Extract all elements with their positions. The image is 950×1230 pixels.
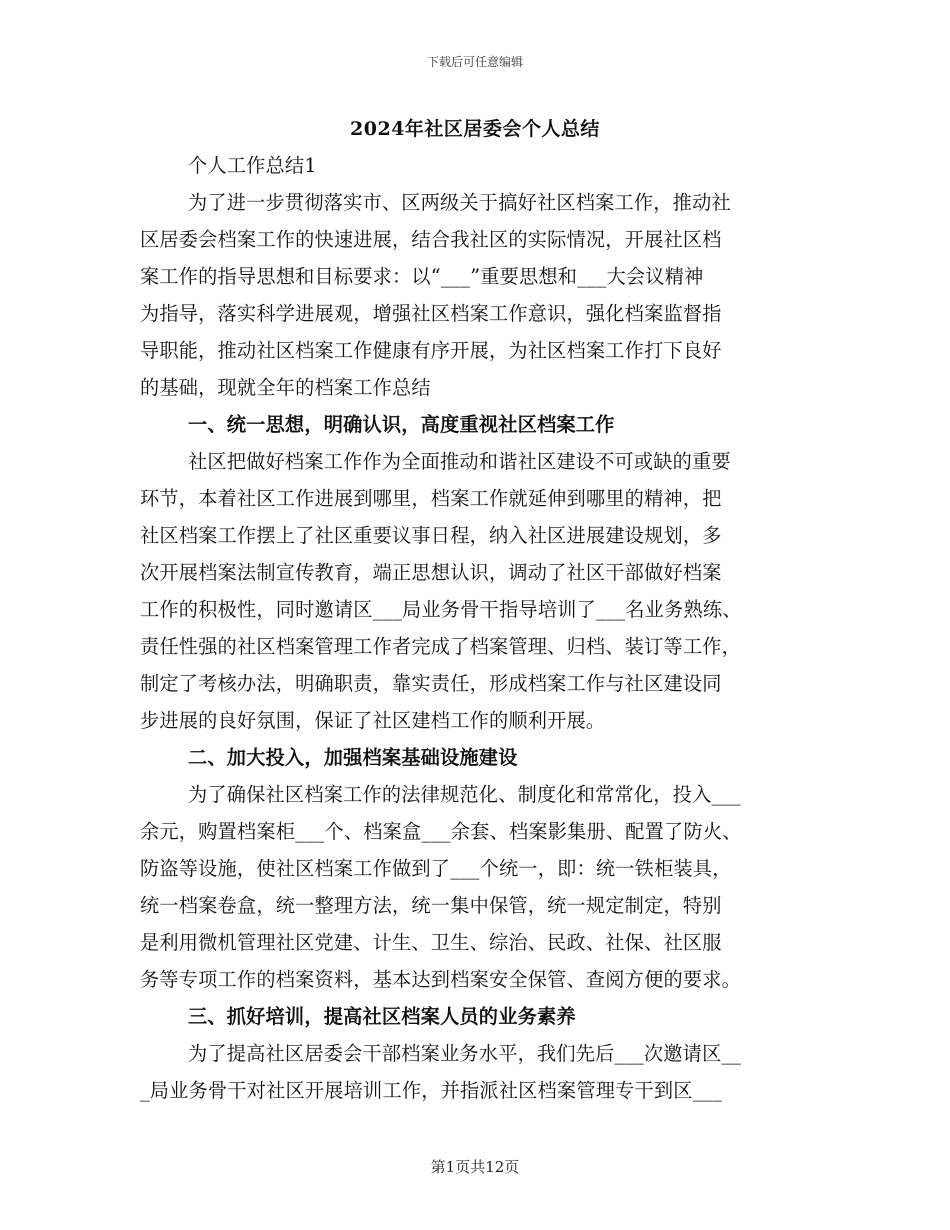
paragraph-line: 次开展档案法制宣传教育，端正思想认识，调动了社区干部做好档案 [140,561,722,584]
paragraph-line: 为了进一步贯彻落实市、区两级关于搞好社区档案工作，推动社 [188,191,731,214]
section-heading-1: 一、统一思想，明确认识，高度重视社区档案工作 [188,413,615,436]
paragraph-line: 为了提高社区居委会干部档案业务水平，我们先后___次邀请区__ [188,1042,742,1065]
paragraph-line: 环节，本着社区工作进展到哪里，档案工作就延伸到哪里的精神，把 [140,487,722,510]
section-subtitle: 个人工作总结1 [188,154,317,177]
paragraph-line: 是利用微机管理社区党建、计生、卫生、综治、民政、社保、社区服 [140,931,722,954]
document-body [140,147,808,1109]
paragraph-line: 步进展的良好氛围，保证了社区建档工作的顺利开展。 [140,709,606,732]
paragraph-line: 社区档案工作摆上了社区重要议事日程，纳入社区进展建设规划，多 [140,524,722,547]
paragraph-line: 制定了考核办法，明确职责，靠实责任，形成档案工作与社区建设同 [140,672,722,695]
page-number: 第1页共12页 [430,1158,520,1176]
paragraph-line: 统一档案卷盒，统一整理方法，统一集中保管，统一规定制定，特别 [140,894,722,917]
paragraph-line: 务等专项工作的档案资料，基本达到档案安全保管、查阅方便的要求。 [140,968,742,991]
paragraph-line: 防盗等设施，使社区档案工作做到了___个统一，即：统一铁柜装具， [140,857,732,880]
paragraph-line: 案工作的指导思想和目标要求：以“___”重要思想和___大会议精神 [140,265,704,288]
paragraph-line: _局业务骨干对社区开展培训工作，并指派社区档案管理专干到区___ [140,1079,723,1102]
paragraph-line: 余元，购置档案柜___个、档案盒___余套、档案影集册、配置了防火、 [140,820,742,843]
paragraph-line: 为了确保社区档案工作的法律规范化、制度化和常常化，投入___ [188,783,741,806]
download-note: 下载后可任意编辑 [426,55,523,69]
section-heading-3: 三、抓好培训，提高社区档案人员的业务素养 [188,1005,576,1028]
document-title: 2024年社区居委会个人总结 [350,118,600,140]
paragraph-line: 区居委会档案工作的快速进展，结合我社区的实际情况，开展社区档 [140,228,722,251]
paragraph-line: 工作的积极性，同时邀请区___局业务骨干指导培训了___名业务熟练、 [140,598,742,621]
section-heading-2: 二、加大投入，加强档案基础设施建设 [188,746,518,769]
paragraph-line: 社区把做好档案工作作为全面推动和谐社区建设不可或缺的重要 [188,450,731,473]
paragraph-line: 导职能，推动社区档案工作健康有序开展，为社区档案工作打下良好 [140,339,722,362]
paragraph-line: 责任性强的社区档案管理工作者完成了档案管理、归档、装订等工作， [140,635,742,658]
paragraph-line: 的基础，现就全年的档案工作总结 [140,376,431,399]
paragraph-line: 为指导，落实科学进展观，增强社区档案工作意识，强化档案监督指 [140,302,722,325]
